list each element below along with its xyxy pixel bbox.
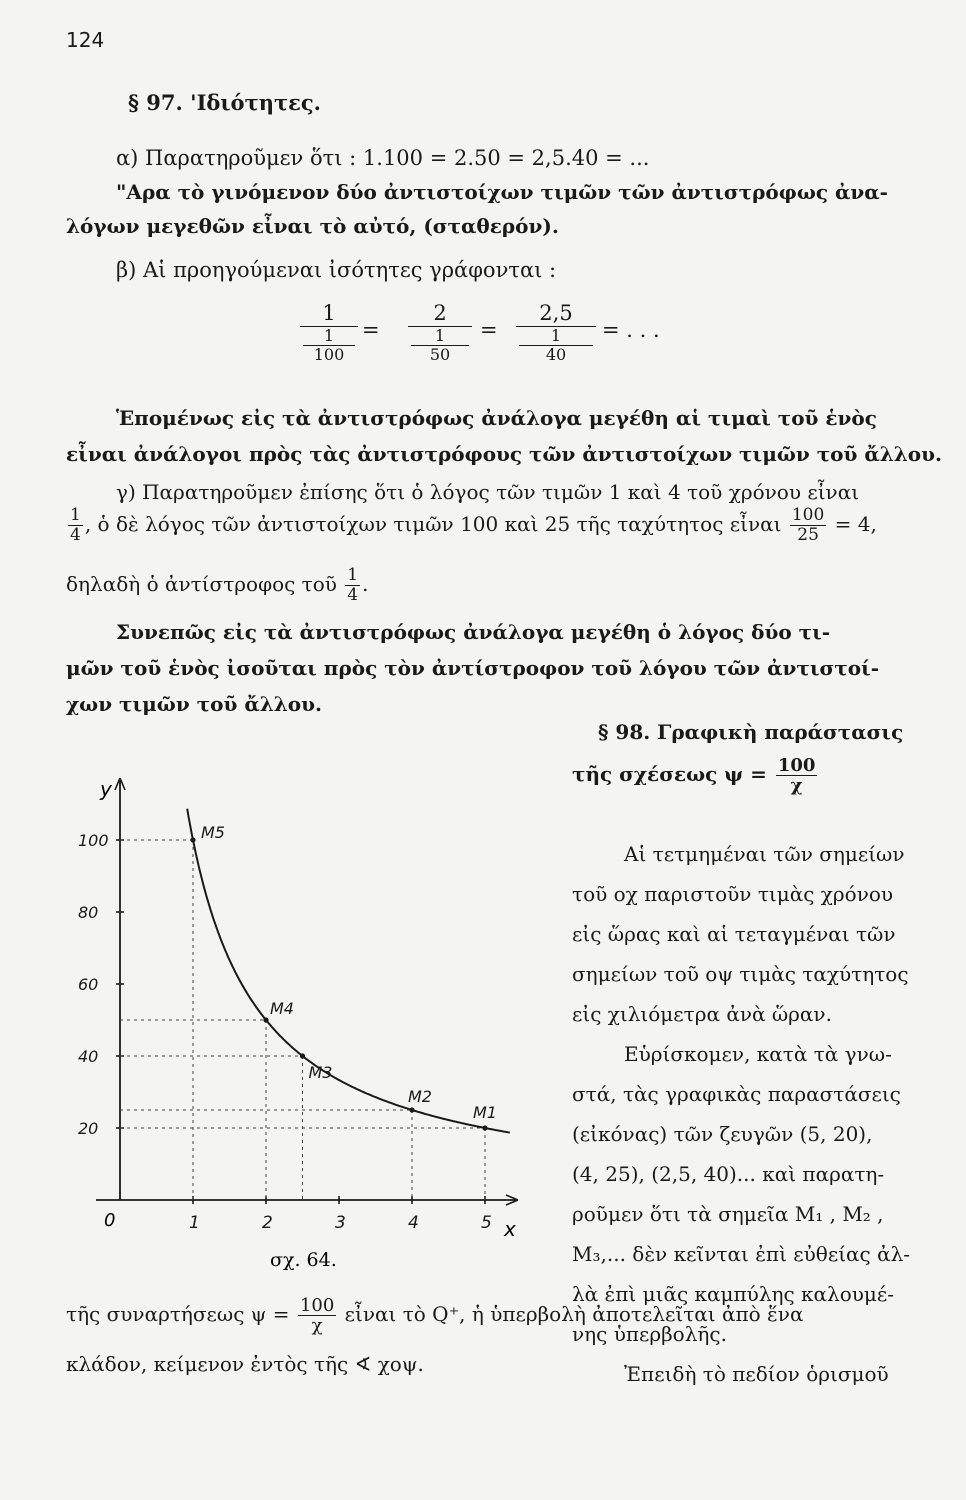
s98-line: λὰ ἐπὶ μιᾶς καμπύλης καλουμέ-	[572, 1282, 895, 1306]
page-number: 124	[66, 28, 105, 52]
s98-line: M₃,... δὲν κεῖνται ἐπὶ εὐθείας ἀλ-	[572, 1242, 911, 1266]
eq-term-3	[516, 300, 596, 364]
eq-term-1-den-num: 1	[323, 326, 335, 345]
s98-last-line-2	[66, 1296, 803, 1335]
point-m4	[263, 1017, 268, 1022]
point-m1	[482, 1125, 487, 1130]
eq-term-1	[300, 300, 358, 364]
point-label: M3	[308, 1063, 333, 1082]
c-frac-2	[790, 506, 826, 545]
s98-last-2-frac	[298, 1296, 336, 1335]
y-tick-label: 60	[78, 975, 99, 994]
y-tick-label: 20	[78, 1119, 99, 1138]
x-tick-label: 5	[481, 1213, 492, 1233]
s98-last-2-suffix: εἶναι τὸ Q⁺, ἡ ὑπερβολὴ ἀποτελεῖται ἀπὸ ἕνα	[344, 1302, 804, 1326]
eq-term-3-den-den: 40	[519, 345, 593, 364]
s97-a-conclusion-2: λόγων μεγεθῶν εἶναι τὸ αὐτό, (σταθερόν).	[66, 214, 559, 238]
x-axis-label: x	[504, 1217, 516, 1241]
point-label: M4	[270, 999, 294, 1018]
eq-term-1-num: 1	[322, 301, 336, 325]
s98-last-2-prefix: τῆς συναρτήσεως ψ =	[66, 1302, 290, 1326]
x-tick-label: 3	[335, 1213, 346, 1233]
s98-line: εἰς ὥρας καὶ αἱ τεταγμέναι τῶν	[572, 922, 896, 946]
c-frac-1-den: 4	[70, 525, 81, 545]
hyperbola-curve	[187, 809, 510, 1133]
c-frac-1-num: 1	[70, 505, 81, 525]
c-frac-3-num: 1	[347, 565, 359, 585]
s97-b-conclusion-2: εἶναι ἀνάλογοι πρὸς τὰς ἀντιστρόφους τῶν ἀντιστοίχων τιμῶν τοῦ ἄλλου.	[66, 442, 942, 466]
s98-relation-den: χ	[776, 775, 818, 795]
s98-relation	[572, 756, 819, 795]
c-frac-1	[68, 506, 83, 545]
section-98-heading: § 98. Γραφικὴ παράστασις	[598, 720, 904, 744]
c-line-3-text: δηλαδὴ ὁ ἀντίστροφος τοῦ	[66, 572, 337, 596]
x-tick-label: 4	[408, 1213, 419, 1233]
point-m5	[190, 837, 195, 842]
c-line-2-text: , ὁ δὲ λόγος τῶν ἀντιστοίχων τιμῶν 100 καὶ 25 τῆς ταχύτητος εἶναι	[84, 512, 782, 536]
eq-term-2	[408, 300, 472, 364]
y-tick-label: 80	[78, 903, 99, 922]
s98-line: Ἐπειδὴ τὸ πεδίον ὁρισμοῦ	[624, 1362, 889, 1386]
s98-last-2-den: χ	[298, 1315, 336, 1335]
s98-relation-num: 100	[777, 755, 816, 776]
point-label: M5	[201, 823, 225, 842]
s98-last-2-num: 100	[299, 1295, 335, 1316]
s98-line: Εὑρίσκομεν, κατὰ τὰ γνω-	[624, 1042, 892, 1066]
y-axis-label: y	[100, 777, 112, 801]
s98-line: Αἱ τετμημέναι τῶν σημείων	[624, 842, 905, 866]
s98-line: τοῦ οχ παριστοῦν τιμὰς χρόνου	[572, 882, 894, 906]
hyperbola-figure	[60, 760, 540, 1280]
s98-line: εἰς χιλιόμετρα ἀνὰ ὥραν.	[572, 1002, 832, 1026]
eq-term-2-num: 2	[433, 301, 447, 325]
eq-sign-1: =	[362, 318, 380, 342]
origin-label: 0	[104, 1210, 116, 1231]
point-label: M2	[408, 1087, 432, 1106]
eq-term-2-den-num: 1	[434, 326, 446, 345]
s97-c-conclusion-3: χων τιμῶν τοῦ ἄλλου.	[66, 692, 322, 716]
s97-a-conclusion-1: "Αρα τὸ γινόμενον δύο ἀντιστοίχων τιμῶν τῶν ἀντιστρόφως ἀνα-	[116, 180, 888, 204]
s98-relation-frac	[776, 756, 818, 795]
s97-c-conclusion-1: Συνεπῶς εἰς τὰ ἀντιστρόφως ἀνάλογα μεγέθη ὁ λόγος δύο τι-	[116, 620, 831, 644]
s97-c-conclusion-2: μῶν τοῦ ἑνὸς ἰσοῦται πρὸς τὸν ἀντίστροφον τοῦ λόγου τῶν ἀντιστοί-	[66, 656, 880, 680]
c-frac-3-den: 4	[347, 585, 359, 605]
s97-a-line: α) Παρατηροῦμεν ὅτι : 1.100 = 2.50 = 2,5.40 = ...	[116, 146, 650, 170]
s97-b-line: β) Αἱ προηγούμεναι ἰσότητες γράφονται :	[116, 258, 557, 282]
section-97-heading: § 97. 'Ιδιότητες.	[128, 90, 321, 115]
point-m2	[409, 1107, 414, 1112]
eq-term-2-den-den: 50	[411, 345, 469, 364]
x-tick-label: 2	[262, 1213, 273, 1233]
s97-c-line-3	[66, 566, 368, 605]
point-m3	[300, 1053, 305, 1058]
point-label: M1	[473, 1103, 497, 1122]
s98-line: σημείων τοῦ οψ τιμὰς ταχύτητος	[572, 962, 909, 986]
eq-term-3-num: 2,5	[539, 301, 573, 325]
s98-last-line-3: κλάδον, κείμενον ἐντὸς τῆς ∢ χοψ.	[66, 1352, 424, 1376]
s97-c-line-1: γ) Παρατηροῦμεν ἐπίσης ὅτι ὁ λόγος τῶν τιμῶν 1 καὶ 4 τοῦ χρόνου εἶναι	[116, 480, 860, 504]
s97-b-conclusion-1: Ἑπομένως εἰς τὰ ἀντιστρόφως ἀνάλογα μεγέθη αἱ τιμαὶ τοῦ ἑνὸς	[116, 406, 877, 430]
s97-c-line-2	[66, 506, 877, 545]
s98-line: νης ὑπερβολῆς.	[572, 1322, 727, 1346]
c-frac-3	[345, 566, 360, 605]
eq-ellipsis: = . . .	[602, 318, 660, 342]
s98-relation-prefix: τῆς σχέσεως ψ =	[572, 762, 767, 786]
c-line-2-end: = 4,	[834, 512, 877, 536]
eq-term-1-den-den: 100	[303, 345, 355, 364]
c-frac-2-num: 100	[791, 505, 825, 525]
s98-line: (4, 25), (2,5, 40)... καὶ παρατη-	[572, 1162, 885, 1186]
s98-line: ροῦμεν ὅτι τὰ σημεῖα M₁ , M₂ ,	[572, 1202, 884, 1226]
eq-term-3-den-num: 1	[550, 326, 562, 345]
figure-caption: σχ. 64.	[270, 1249, 337, 1271]
y-tick-label: 40	[78, 1047, 99, 1066]
x-tick-label: 1	[189, 1213, 200, 1233]
y-tick-label: 100	[78, 831, 109, 850]
s98-line: στά, τὰς γραφικὰς παραστάσεις	[572, 1082, 901, 1106]
c-line-3-end: .	[362, 572, 369, 596]
s98-line: (εἰκόνας) τῶν ζευγῶν (5, 20),	[572, 1122, 873, 1146]
eq-sign-2: =	[480, 318, 498, 342]
c-frac-2-den: 25	[790, 525, 826, 545]
